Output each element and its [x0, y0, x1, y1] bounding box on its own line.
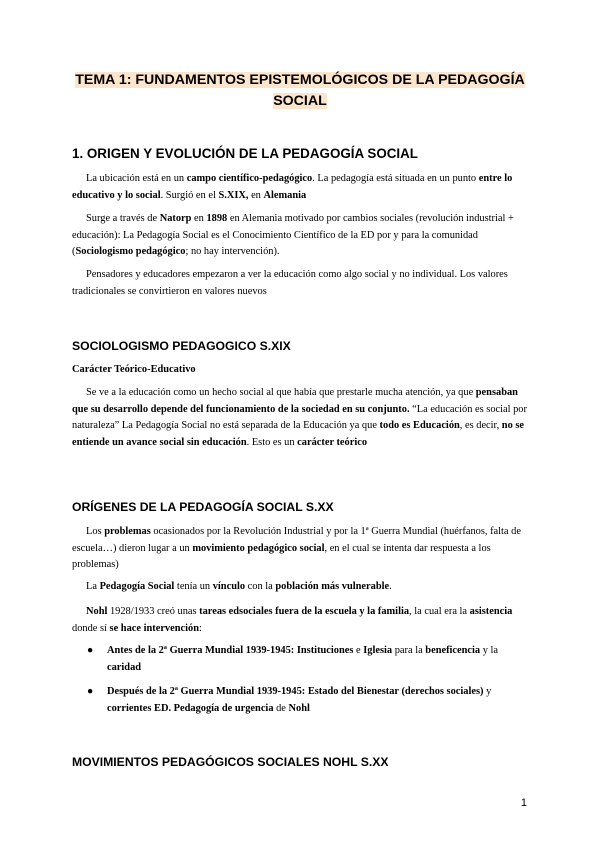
list-item: ● Después de la 2ª Guerra Mundial 1939-1945: Estado del Bienestar (derechos sociales) y corrientes ED. Pedagogía de urgencia de Nohl — [87, 686, 492, 714]
document-title — [72, 70, 528, 112]
subheading-caracter: Carácter Teórico-Educativo — [72, 364, 196, 375]
paragraph-problemas: Los problemas ocasionados por la Revolución Industrial y por la 1ª Guerra Mundial (huérfanos, falta de escuela…) dieron lugar a un movimiento pedagógico social, en el cual se intenta dar respuesta a los problemas) — [72, 526, 521, 570]
paragraph-vinculo: La Pedagogía Social tenía un vínculo con la población más vulnerable. — [86, 581, 392, 592]
paragraph-hecho-social: Se ve a la educación como un hecho social al que había que prestarle mucha atención, ya que pensaban que su desarrollo depende del funcionamiento de la sociedad en su conjunto. “La educación es social por naturaleza” La Pedagogía Social no está separada de la Educación ya que todo es Educación, es decir, no se entiende un avance social sin educación. Esto es un carácter teórico — [72, 387, 527, 448]
paragraph-nohl: Nohl 1928/1933 creó unas tareas edsociales fuera de la escuela y la familia, la cual era la asistencia donde sí se hace intervención: — [72, 606, 513, 634]
title-line-2: SOCIAL — [273, 93, 327, 109]
bullet-icon: ● — [87, 686, 94, 697]
paragraph-pensadores: Pensadores y educadores empezaron a ver la educación como algo social y no individual. Los valores tradicionales se convirtieron en valores nuevos — [72, 269, 508, 297]
bullet-icon: ● — [87, 645, 94, 656]
paragraph-natorp: Surge a través de Natorp en 1898 en Alemania motivado por cambios sociales (revolución industrial + educación): La Pedagogía Social es el Conocimiento Científico de la ED por y para la comunidad (Sociologismo pedagógico; no hay intervención). — [72, 213, 514, 257]
bullet-list — [72, 643, 528, 725]
list-item: ● Antes de la 2ª Guerra Mundial 1939-1945: Instituciones e Iglesia para la beneficencia y la caridad — [87, 645, 499, 673]
paragraph-ubicacion: La ubicación está en un campo científico-pedagógico. La pedagogía está situada en un punto entre lo educativo y lo social. Surgió en el S.XIX, en Alemania — [72, 173, 513, 201]
page-number: 1 — [520, 797, 527, 809]
section-heading-sociologismo: SOCIOLOGISMO PEDAGOGICO S.XIX — [72, 339, 291, 353]
section-heading-origen: 1. ORIGEN Y EVOLUCIÓN DE LA PEDAGOGÍA SOCIAL — [72, 146, 418, 161]
section-heading-origenes: ORÍGENES DE LA PEDAGOGÍA SOCIAL S.XX — [72, 500, 334, 514]
title-line-1: TEMA 1: FUNDAMENTOS EPISTEMOLÓGICOS DE LA PEDAGOGÍA — [75, 72, 525, 88]
section-heading-movimientos: MOVIMIENTOS PEDAGÓGICOS SOCIALES NOHL S.XX — [72, 755, 389, 769]
